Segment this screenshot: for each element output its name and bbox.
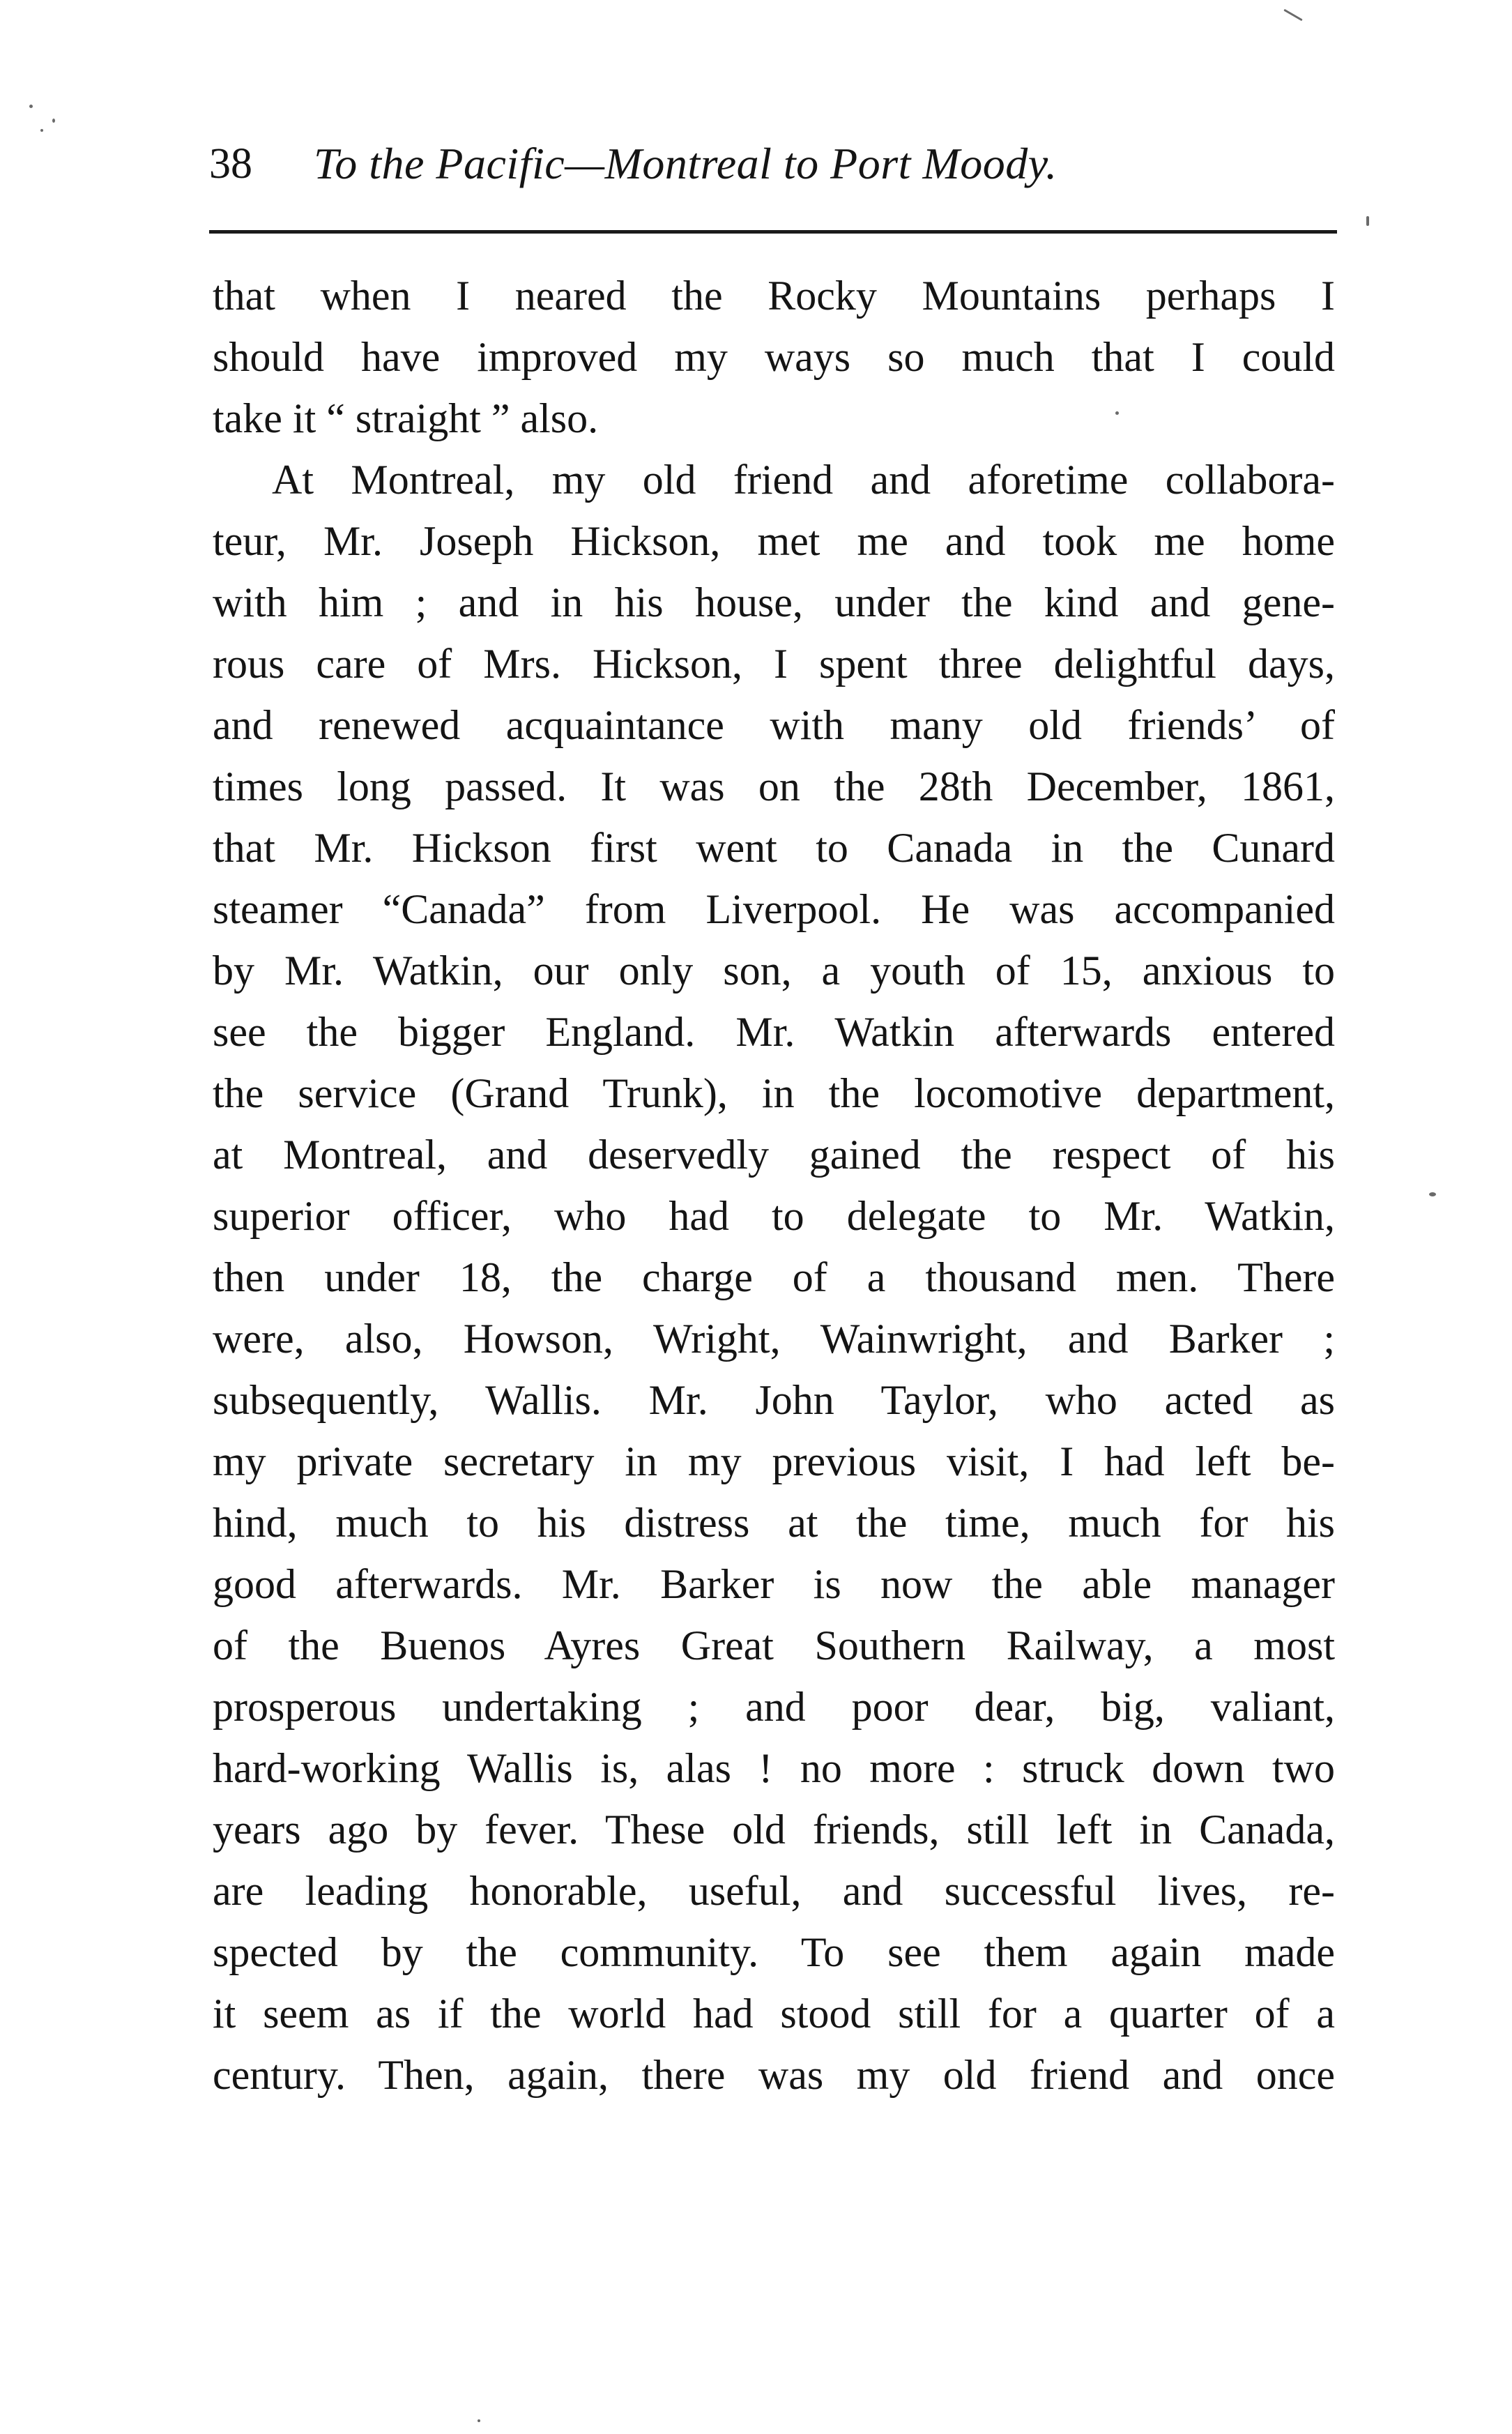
text-line: with him ; and in his house, under the kind and gene- xyxy=(213,579,1335,625)
text-line: years ago by fever. These old friends, still left in Canada, xyxy=(213,1807,1335,1853)
text-line: that Mr. Hickson first went to Canada in the Cunard xyxy=(213,825,1335,871)
text-line: teur, Mr. Joseph Hickson, met me and took me home xyxy=(213,518,1335,564)
scan-speck xyxy=(1366,216,1369,226)
text-line: century. Then, again, there was my old friend and once xyxy=(213,2052,1335,2098)
header-rule xyxy=(209,230,1337,234)
text-line: good afterwards. Mr. Barker is now the able manager xyxy=(213,1561,1335,1607)
scan-speck xyxy=(1283,9,1302,22)
text-line: should have improved my ways so much that I could xyxy=(213,334,1335,380)
text-line: of the Buenos Ayres Great Southern Railway, a most xyxy=(213,1622,1335,1668)
scan-speck xyxy=(29,105,33,108)
text-line: then under 18, the charge of a thousand men. There xyxy=(213,1254,1335,1300)
text-line: that when I neared the Rocky Mountains perhaps I xyxy=(213,273,1335,319)
text-line: prosperous undertaking ; and poor dear, big, valiant, xyxy=(213,1684,1335,1730)
text-line: times long passed. It was on the 28th December, 1861, xyxy=(213,763,1335,809)
page-number: 38 xyxy=(209,140,252,188)
text-line: see the bigger England. Mr. Watkin afterwards entered xyxy=(213,1009,1335,1055)
text-line: rous care of Mrs. Hickson, I spent three delightful days, xyxy=(213,641,1335,687)
scan-speck xyxy=(1115,411,1119,415)
text-line: my private secretary in my previous visit, I had left be- xyxy=(213,1438,1335,1484)
text-line: take it “ straight ” also. xyxy=(213,395,599,441)
text-line: hard-working Wallis is, alas ! no more : struck down two xyxy=(213,1745,1335,1791)
page-header xyxy=(209,132,1338,202)
text-line: At Montreal, my old friend and aforetime collabora- xyxy=(272,457,1335,503)
scan-speck xyxy=(52,119,55,123)
text-line: it seem as if the world had stood still for a quarter of a xyxy=(213,1991,1335,2037)
text-line: steamer “Canada” from Liverpool. He was accompanied xyxy=(213,886,1335,932)
body-text xyxy=(213,265,1335,2106)
scan-speck xyxy=(478,2419,480,2422)
text-line: by Mr. Watkin, our only son, a youth of 15, anxious to xyxy=(213,948,1335,994)
scan-speck xyxy=(40,129,43,132)
text-line: and renewed acquaintance with many old friends’ of xyxy=(213,702,1335,748)
text-line: spected by the community. To see them again made xyxy=(213,1929,1335,1975)
text-line: the service (Grand Trunk), in the locomotive department, xyxy=(213,1070,1335,1116)
text-line: subsequently, Wallis. Mr. John Taylor, who acted as xyxy=(213,1377,1335,1423)
text-line: are leading honorable, useful, and successful lives, re- xyxy=(213,1868,1335,1914)
text-line: were, also, Howson, Wright, Wainwright, and Barker ; xyxy=(213,1316,1335,1362)
running-title: To the Pacific—Montreal to Port Moody. xyxy=(314,139,1057,188)
scan-speck xyxy=(1429,1192,1436,1196)
text-line: hind, much to his distress at the time, much for his xyxy=(213,1500,1335,1546)
text-line: at Montreal, and deservedly gained the respect of his xyxy=(213,1132,1335,1178)
text-line: superior officer, who had to delegate to Mr. Watkin, xyxy=(213,1193,1335,1239)
